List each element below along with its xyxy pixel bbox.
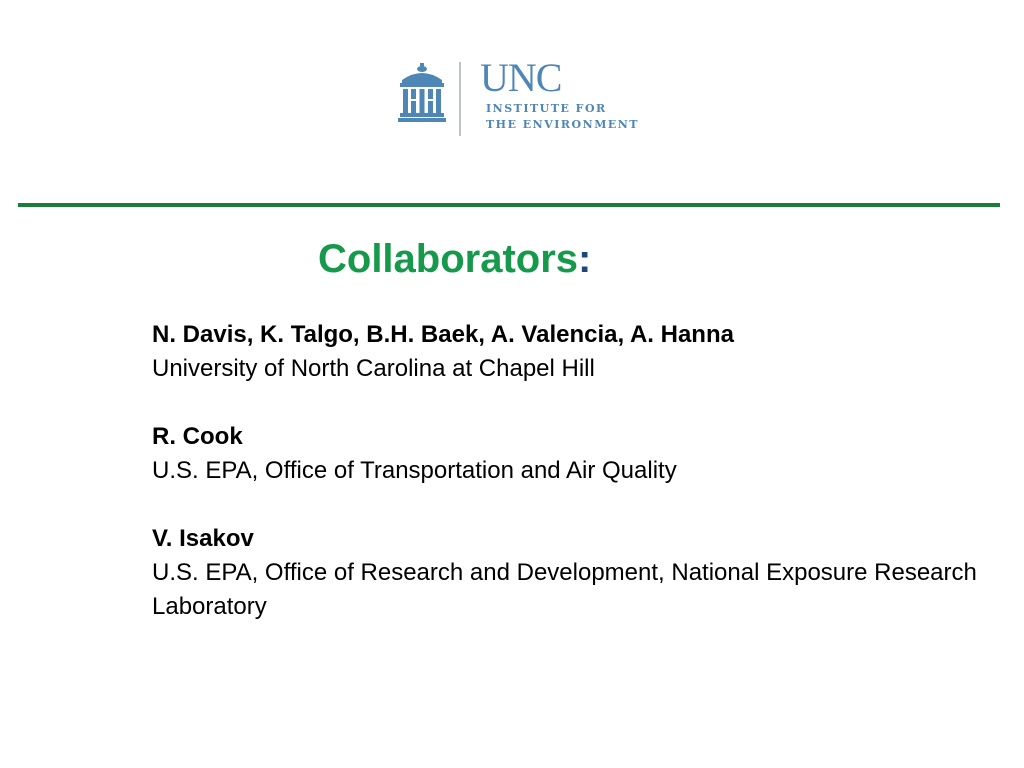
collaborator-affiliation: U.S. EPA, Office of Research and Development, National Exposure Research Laboratory: [152, 559, 977, 620]
collaborator-affiliation: U.S. EPA, Office of Transportation and Air Quality: [152, 457, 677, 484]
logo-subtitle-line-1: INSTITUTE FOR: [486, 102, 607, 115]
slide-title-text: Collaborators: [318, 237, 579, 281]
old-well-icon: [398, 63, 446, 123]
logo-wordmark: UNC: [480, 55, 562, 100]
collaborator-entry: [152, 522, 992, 624]
logo-divider: [459, 62, 461, 136]
collaborator-names: R. Cook: [152, 423, 243, 450]
logo-subtitle-line-2: THE ENVIRONMENT: [486, 118, 639, 131]
collaborator-entry: [152, 420, 992, 488]
header-divider: [18, 203, 1000, 207]
collaborator-entry: [152, 318, 992, 386]
slide-title-colon: :: [578, 237, 592, 281]
collaborator-list: [152, 318, 992, 658]
unc-logo: [398, 55, 668, 140]
collaborator-names: N. Davis, K. Talgo, B.H. Baek, A. Valencia, A. Hanna: [152, 321, 734, 348]
collaborator-affiliation: University of North Carolina at Chapel Hill: [152, 355, 595, 382]
collaborator-names: V. Isakov: [152, 525, 254, 552]
slide-title: [318, 234, 591, 284]
